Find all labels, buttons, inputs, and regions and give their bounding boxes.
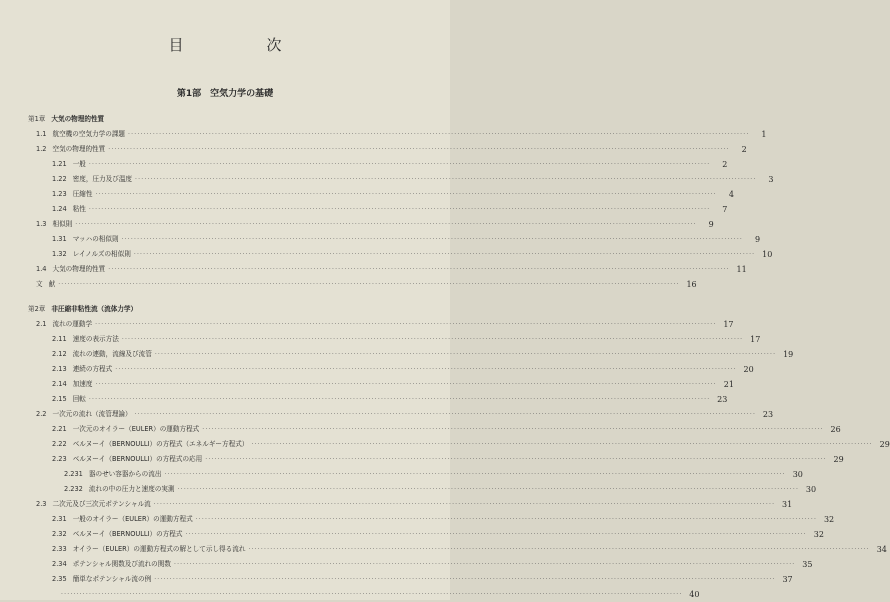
leader-dots: ········································································································································································································ xyxy=(154,576,776,583)
leader-dots: ········································································································································································································ xyxy=(248,546,870,553)
entry-page: 9 xyxy=(754,235,761,244)
entry-title: マッハの相似則 xyxy=(72,235,119,243)
entry-page: 37 xyxy=(782,575,793,584)
leader-dots: ········································································································································································································ xyxy=(75,221,697,228)
entry-page: 40 xyxy=(689,590,700,599)
entry-number: 2.35 xyxy=(52,575,67,583)
entry-title: 一般のオイラー（EULER）の運動方程式 xyxy=(72,515,193,523)
entry-number: 1.23 xyxy=(52,190,67,198)
entry-title: 二次元及び三次元ポテンシャル流 xyxy=(52,500,151,508)
chapter-number: 第2章 xyxy=(28,305,46,313)
toc-entry xyxy=(28,392,728,407)
leader-dots: ········································································································································································································ xyxy=(205,456,827,463)
leader-dots: ········································································································································································································ xyxy=(134,411,757,418)
entry-page: 17 xyxy=(750,335,761,344)
toc-entry xyxy=(28,317,734,332)
entry-number: 2.12 xyxy=(52,350,67,358)
toc-entry xyxy=(28,202,728,217)
entry-title: 流れの中の圧力と速度の実測 xyxy=(88,485,175,493)
leader-dots: ········································································································································································································ xyxy=(108,266,730,273)
entry-title: 圧縮性 xyxy=(72,190,93,198)
toc-entry xyxy=(28,437,890,452)
chapter-number: 第1章 xyxy=(28,115,46,123)
leader-dots: ········································································································································································································ xyxy=(115,366,737,373)
entry-title: 連続の方程式 xyxy=(72,365,113,373)
entry-title: ベルヌーイ（BERNOULLI）の方程式（エネルギー方程式） xyxy=(72,440,249,448)
toc-entry xyxy=(28,277,697,292)
entry-title: 流れの連動，流線及び流管 xyxy=(72,350,152,358)
toc-entry xyxy=(28,407,774,422)
entry-page: 32 xyxy=(823,515,835,524)
entry-number: 2.32 xyxy=(52,530,67,538)
toc-entry xyxy=(28,187,734,202)
entry-title: 粘性 xyxy=(72,205,86,213)
entry-title: 器のせい容器からの流出 xyxy=(88,470,162,478)
toc-entry xyxy=(28,217,714,232)
entry-number: 2.1 xyxy=(36,320,47,328)
toc-entry xyxy=(28,557,813,572)
entry-number: 1.2 xyxy=(36,145,47,153)
entry-number: 1.21 xyxy=(52,160,67,168)
entry-page: 30 xyxy=(792,470,803,479)
leader-dots: ········································································································································································································ xyxy=(195,516,818,523)
toc-entry xyxy=(28,542,887,557)
leader-dots: ········································································································································································································ xyxy=(88,396,711,403)
entry-number: 2.33 xyxy=(52,545,67,553)
chapter-title: 大気の物理的性質 xyxy=(51,115,105,123)
leader-dots: ········································································································································································································ xyxy=(108,146,730,153)
leader-dots: ········································································································································································································ xyxy=(185,531,807,538)
chapter-1-entries xyxy=(28,127,774,292)
leader-dots: ········································································································································································································ xyxy=(88,206,711,213)
entry-number: 2.13 xyxy=(52,365,67,373)
entry-number: 1.31 xyxy=(52,235,67,243)
entry-number: 1.4 xyxy=(36,265,47,273)
leader-dots: ········································································································································································································ xyxy=(202,426,824,433)
entry-number: 2.2 xyxy=(36,410,47,418)
entry-title: 航空機の空気力学の課題 xyxy=(52,130,126,138)
page-title: 目 次 xyxy=(168,36,316,54)
toc-entry xyxy=(28,512,835,527)
chapter-2-entries xyxy=(28,317,890,602)
toc-entry xyxy=(28,142,747,157)
entry-page: 4 xyxy=(728,190,734,199)
entry-page: 2 xyxy=(722,160,728,169)
entry-number: 2.21 xyxy=(52,425,67,433)
entry-title: ベルヌーイ（BERNOULLI）の方程式の応用 xyxy=(72,455,203,463)
entry-title: 空気の物理的性質 xyxy=(52,145,106,153)
entry-title: 一次元の流れ（流管理論） xyxy=(52,410,132,418)
entry-title: 速度の表示方法 xyxy=(72,335,119,343)
entry-number: 1.3 xyxy=(36,220,47,228)
toc-entry xyxy=(28,527,824,542)
toc-entry xyxy=(28,232,761,247)
entry-page: 11 xyxy=(736,265,747,274)
toc-entry xyxy=(28,497,793,512)
leader-dots: ········································································································································································································ xyxy=(121,236,744,243)
table-of-contents xyxy=(28,112,890,602)
entry-title: 密度，圧力及び温度 xyxy=(72,175,133,183)
entry-page: 7 xyxy=(722,205,728,214)
entry-page: 3 xyxy=(768,175,774,184)
toc-entry xyxy=(28,247,773,262)
leader-dots: ········································································································································································································ xyxy=(95,191,717,198)
chapter-title: 非圧縮非粘性流（流体力学） xyxy=(51,305,138,313)
entry-title: 回転 xyxy=(72,395,86,403)
entry-number: 2.231 xyxy=(64,470,83,478)
entry-page: 17 xyxy=(723,320,734,329)
entry-page: 34 xyxy=(876,545,887,554)
entry-title: 簡単なポテンシャル流の例 xyxy=(72,575,152,583)
leader-dots: ········································································································································································································ xyxy=(121,336,744,343)
entry-page: 10 xyxy=(762,250,773,259)
leader-dots: ········································································································································································································ xyxy=(128,131,750,138)
toc-entry xyxy=(28,332,761,347)
entry-page: 23 xyxy=(762,410,774,419)
leader-dots: ········································································································································································································ xyxy=(61,591,683,598)
chapter-heading xyxy=(28,112,414,127)
leader-dots: ········································································································································································································ xyxy=(135,176,757,183)
entry-title: 流れの運動学 xyxy=(52,320,93,328)
leader-dots: ········································································································································································································ xyxy=(154,351,777,358)
leader-dots: ········································································································································································································ xyxy=(173,561,796,568)
entry-number: 2.232 xyxy=(64,485,83,493)
entry-title: 一般 xyxy=(72,160,86,168)
entry-page: 26 xyxy=(830,425,841,434)
entry-number: 2.3 xyxy=(36,500,47,508)
entry-page: 32 xyxy=(813,530,824,539)
chapter-heading xyxy=(28,302,414,317)
entry-page: 16 xyxy=(686,280,697,289)
toc-entry xyxy=(28,157,728,172)
entry-title: 大気の物理的性質 xyxy=(52,265,106,273)
leader-dots: ········································································································································································································ xyxy=(153,501,776,508)
leader-dots: ········································································································································································································ xyxy=(58,281,680,288)
toc-entry xyxy=(28,127,767,142)
entry-page: 21 xyxy=(723,380,734,389)
entry-page: 9 xyxy=(708,220,714,229)
toc-entry xyxy=(28,172,774,187)
entry-page: 23 xyxy=(717,395,728,404)
entry-page: 20 xyxy=(743,365,754,374)
entry-number: 文 xyxy=(36,280,43,288)
part-heading: 第1部 空気力学の基礎 xyxy=(176,89,274,99)
leader-dots: ········································································································································································································ xyxy=(95,321,717,328)
toc-entry xyxy=(28,452,844,467)
toc-entry xyxy=(28,262,747,277)
entry-number: 1.22 xyxy=(52,175,67,183)
entry-number: 1.1 xyxy=(36,130,47,138)
entry-number: 2.31 xyxy=(52,515,67,523)
entry-title: レイノルズの相似則 xyxy=(72,250,131,258)
entry-page: 19 xyxy=(783,350,794,359)
toc-entry xyxy=(28,347,794,362)
leader-dots: ········································································································································································································ xyxy=(177,486,800,493)
entry-number: 2.15 xyxy=(52,395,67,403)
toc-entry xyxy=(28,482,817,497)
entry-page: 2 xyxy=(741,145,747,154)
entry-page: 1 xyxy=(761,130,767,139)
entry-number: 1.32 xyxy=(52,250,67,258)
toc-entry xyxy=(28,572,793,587)
entry-page: 35 xyxy=(802,560,813,569)
leader-dots: ········································································································································································································ xyxy=(88,161,711,168)
entry-number: 1.24 xyxy=(52,205,67,213)
leader-dots: ········································································································································································································ xyxy=(164,471,786,478)
entry-page: 31 xyxy=(782,500,793,509)
leader-dots: ········································································································································································································ xyxy=(251,441,873,448)
entry-page: 30 xyxy=(805,485,817,494)
entry-title: 一次元のオイラー（EULER）の運動方程式 xyxy=(72,425,200,433)
entry-title: オイラー（EULER）の運動方程式の解として示し得る流れ xyxy=(72,545,246,553)
toc-entry xyxy=(28,467,803,482)
entry-title: ポテンシャル関数及び流れの関数 xyxy=(72,560,171,568)
leader-dots: ········································································································································································································ xyxy=(133,251,756,258)
entry-page: 29 xyxy=(879,440,890,449)
entry-number: 2.23 xyxy=(52,455,67,463)
entry-title: 相似則 xyxy=(52,220,73,228)
entry-number: 2.34 xyxy=(52,560,67,568)
entry-title: ベルヌーイ（BERNOULLI）の方程式 xyxy=(72,530,183,538)
entry-number: 2.14 xyxy=(52,380,67,388)
entry-number: 2.11 xyxy=(52,335,67,343)
toc-entry xyxy=(28,362,754,377)
entry-number: 2.22 xyxy=(52,440,67,448)
toc-entry xyxy=(28,377,734,392)
toc-entry xyxy=(28,422,841,437)
entry-title: 加速度 xyxy=(72,380,93,388)
entry-title: 献 xyxy=(48,280,56,288)
leader-dots: ········································································································································································································ xyxy=(95,381,717,388)
entry-page: 29 xyxy=(833,455,844,464)
toc-entry xyxy=(28,587,700,602)
